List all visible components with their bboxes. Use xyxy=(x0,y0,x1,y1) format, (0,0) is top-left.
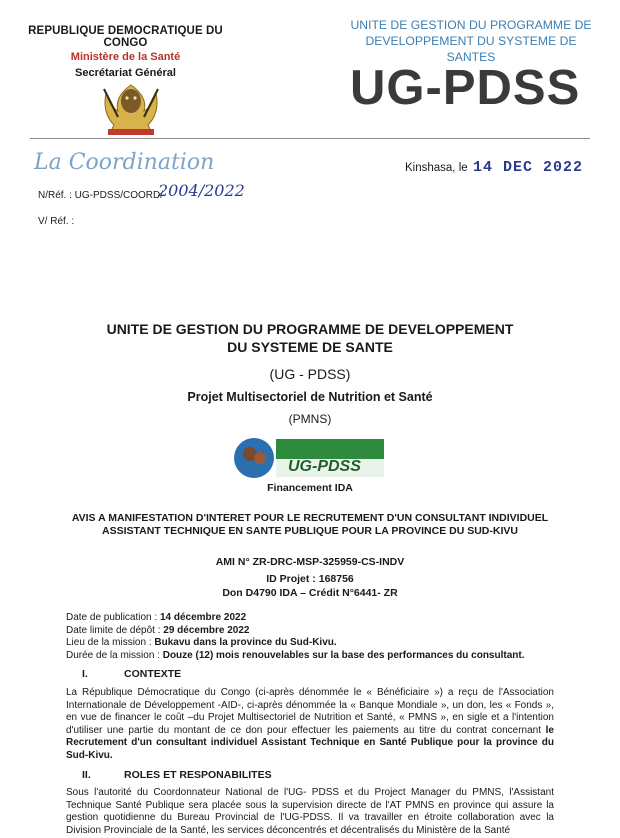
title-short: (UG - PDSS) xyxy=(269,366,351,382)
mission-duration-row: Durée de la mission : Douze (12) mois renouvelables sur la base des performances du consultant. xyxy=(66,649,525,661)
notice-ami: AMI N° ZR-DRC-MSP-325959-CS-INDV xyxy=(215,556,405,568)
place-label: Kinshasa, le xyxy=(405,162,468,174)
project-id: ID Projet : 168756 xyxy=(266,573,354,585)
project-name: Projet Multisectoriel de Nutrition et Santé xyxy=(187,390,433,404)
secretariat-name: Secrétariat Général xyxy=(75,67,176,79)
header-left xyxy=(18,25,233,79)
section-roles-text: Sous l'autorité du Coordonnateur National de l'UG- PDSS et du Project Manager du PMNS, l'Assistant Technique Santé Publique sera placée sous la supervision directe de l'AT PMNS en province qui assure la gestion quotidienne du Bureau Provincial de l'UG-PDSS. Il va travailler en étroite collaboration avec la Division Provinciale de la Santé, les services déconcentrés et décentralisés du Ministère de la Santé xyxy=(66,787,554,836)
project-logo xyxy=(232,436,387,480)
mission-place-row: Lieu de la mission : Bukavu dans la province du Sud-Kivu. xyxy=(66,637,337,649)
republic-name: REPUBLIQUE DEMOCRATIQUE DU CONGO xyxy=(28,25,223,49)
mission-place: Bukavu dans la province du Sud-Kivu. xyxy=(154,637,337,649)
your-reference-label: V/ Réf. : xyxy=(38,216,75,227)
header-right xyxy=(340,17,602,65)
notice-title: AVIS A MANIFESTATION D'INTERET POUR LE RECRUTEMENT D'UN CONSULTANT INDIVIDUEL ASSISTANT TECHNIQUE EN SANTE PUBLIQUE POUR LA PROVINCE DU SUD-KIVU xyxy=(71,512,549,537)
notice-ids xyxy=(40,572,580,600)
deadline-row: Date limite de dépôt : 29 décembre 2022 xyxy=(66,624,250,636)
publication-date-row: Date de publication : 14 décembre 2022 xyxy=(66,612,247,623)
coat-of-arms-icon xyxy=(100,73,162,139)
reference-handwritten: 2004/2022 xyxy=(158,181,245,200)
project-short: (PMNS) xyxy=(288,412,332,426)
ministry-name: Ministère de la Santé xyxy=(70,51,181,63)
section-heading-context: I. CONTEXTE xyxy=(82,668,182,681)
notice-body xyxy=(66,612,554,838)
section-context-text: La République Démocratique du Congo (ci-après dénommée le « Bénéficiaire ») a reçu de l'Association Internationale de Développement -AID-, ci-après dénommée la « Banque Mondiale », un don, les « Fonds », en vue de financer le coût –du Projet Multisectoriel de Nutrition et Santé, « PMNS », en sigle et a l'intention d'utiliser une partie du montant de ce don pour effectuer les paiements au titre du contrat concernant le Recrutement d'un consultant individuel Assistant Technique en Santé Publique pour la province du Sud-Kivu. xyxy=(66,686,554,761)
funding-label: Financement IDA xyxy=(267,482,353,494)
document-title xyxy=(40,320,580,356)
unit-name-line2: DEVELOPPEMENT DU SYSTEME DE SANTES xyxy=(365,34,577,64)
title-line2: DU SYSTEME DE SANTE xyxy=(227,339,393,355)
header-divider xyxy=(30,138,590,139)
credit-id: Don D4790 IDA – Crédit N°6441- ZR xyxy=(222,587,398,599)
acronym-title: UG-PDSS xyxy=(350,61,581,115)
unit-name-line1: UNITE DE GESTION DU PROGRAMME DE xyxy=(350,18,592,32)
mission-duration: Douze (12) mois renouvelables sur la base des performances du consultant. xyxy=(162,649,525,661)
title-line1: UNITE DE GESTION DU PROGRAMME DE DEVELOPPEMENT xyxy=(106,321,514,337)
publication-date: 14 décembre 2022 xyxy=(159,612,247,623)
deadline-date: 29 décembre 2022 xyxy=(163,624,250,636)
logo-text: UG-PDSS xyxy=(288,458,361,475)
coordination-label: La Coordination xyxy=(34,150,215,175)
section-heading-roles: II. ROLES ET RESPONABILITES xyxy=(82,768,272,781)
date-stamp: 14 DEC 2022 xyxy=(473,159,584,176)
reference-label: N/Réf. : UG-PDSS/COORD/ xyxy=(38,190,164,201)
